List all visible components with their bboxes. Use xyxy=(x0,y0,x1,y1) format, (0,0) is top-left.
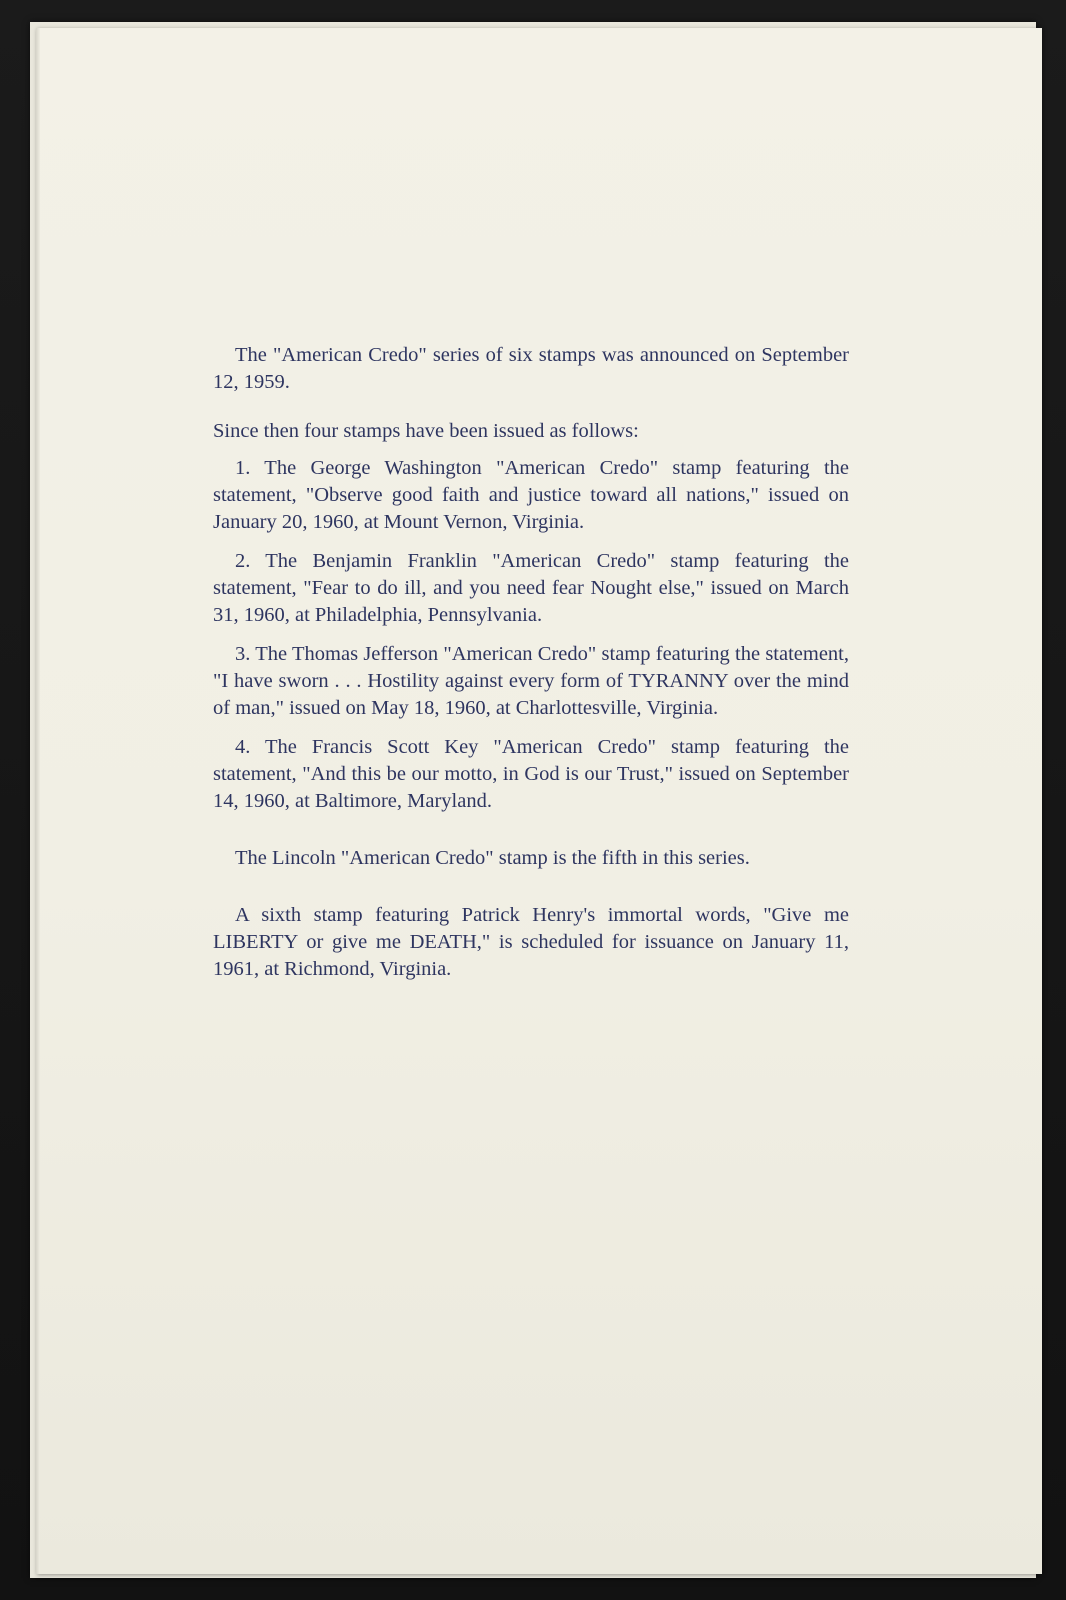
stamp-item-jefferson: 3. The Thomas Jefferson "American Credo" stamp featuring the statement, "I have sworn . . . Hostility against every form of TYRANNY over the mind of man," issued on May 18, 1960, at Charlottesville, Virginia. xyxy=(213,643,849,719)
stamp-item-key: 4. The Francis Scott Key "American Credo" stamp featuring the statement, "And this be our motto, in God is our Trust," issued on September 14, 1960, at Baltimore, Maryland. xyxy=(213,736,849,812)
sixth-stamp-paragraph: A sixth stamp featuring Patrick Henry's immortal words, "Give me LIBERTY or give me DEATH," is scheduled for issuance on January 11, 1961, at Richmond, Virginia. xyxy=(213,904,849,980)
since-then-paragraph: Since then four stamps have been issued as follows: xyxy=(213,420,639,442)
intro-paragraph: The "American Credo" series of six stamps was announced on September 12, 1959. xyxy=(213,344,849,393)
fifth-stamp-paragraph: The Lincoln "American Credo" stamp is the fifth in this series. xyxy=(235,847,750,869)
stamp-item-washington: 1. The George Washington "American Credo" stamp featuring the statement, "Observe good faith and justice toward all nations," issued on January 20, 1960, at Mount Vernon, Virginia. xyxy=(213,457,849,533)
page-edge xyxy=(36,28,40,1574)
document-body xyxy=(213,342,849,983)
stamp-item-franklin: 2. The Benjamin Franklin "American Credo" stamp featuring the statement, "Fear to do ill, and you need fear Nought else," issued on March 31, 1960, at Philadelphia, Pennsylvania. xyxy=(213,550,849,626)
